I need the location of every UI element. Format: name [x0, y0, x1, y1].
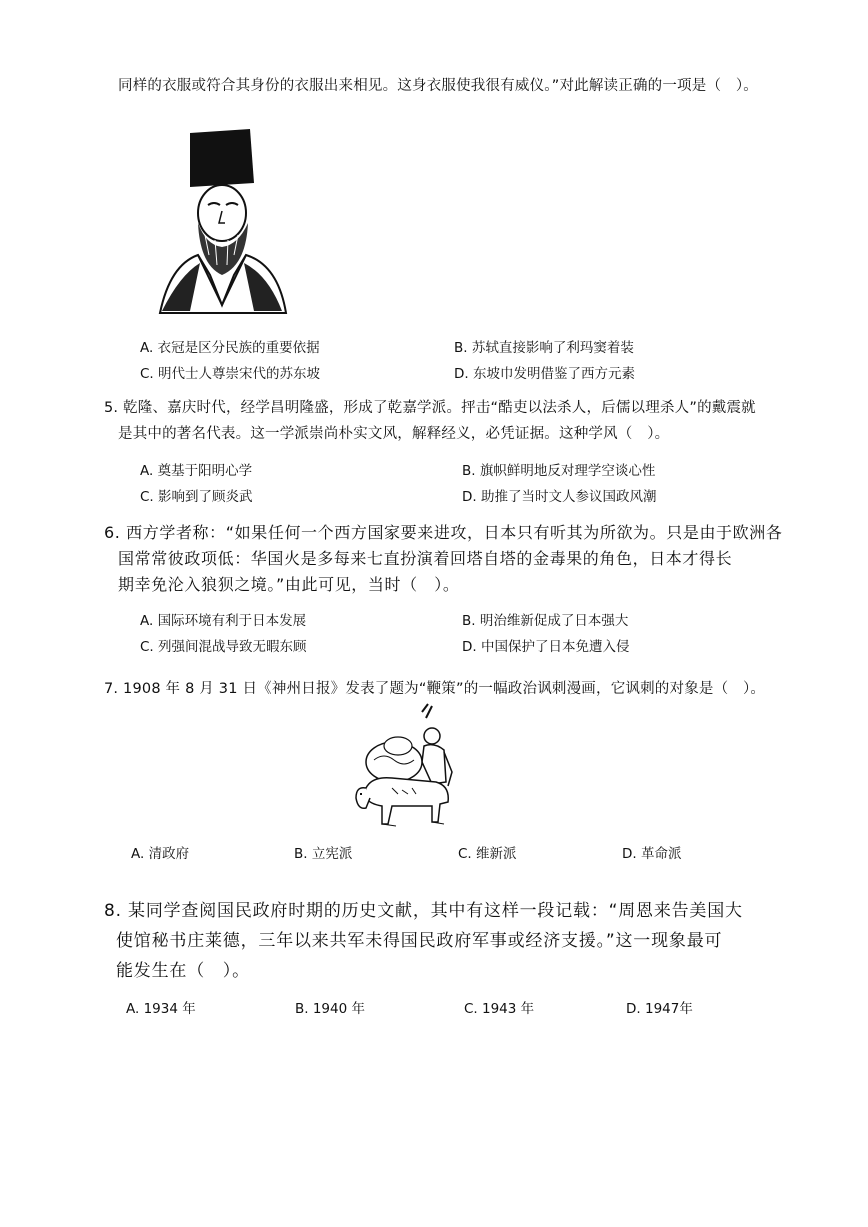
q6-option-c: C. 列强间混战导致无暇东顾	[140, 639, 307, 655]
q4-continuation-text: 同样的衣服或符合其身份的衣服出来相见。这身衣服使我很有威仪。”对此解读正确的一项是（ ）。	[118, 78, 759, 94]
q5-option-c: C. 影响到了顾炎武	[140, 489, 253, 505]
q4-option-c: C. 明代士人尊崇宋代的苏东坡	[140, 366, 321, 382]
q7-option-b: B. 立宪派	[294, 846, 353, 862]
q6-option-b: B. 明治维新促成了日本强大	[462, 613, 629, 629]
q6-stem-line2: 国常常彼政项低：华国火是多每来七直扮演着回塔自塔的金毒果的角色，日本才得长	[118, 549, 733, 568]
q8-option-b: B. 1940 年	[295, 1001, 365, 1017]
q6-stem-line3: 期幸免沦入狼狈之境。”由此可见，当时（ ）。	[118, 575, 460, 594]
q8-stem-line2: 使馆秘书庄莱德，三年以来共军未得国民政府军事或经济支援。”这一现象最可	[116, 931, 723, 951]
cartoon-image	[352, 702, 464, 830]
q5-stem-line2: 是其中的著名代表。这一学派崇尚朴实文风，解释经义，必凭证据。这种学风（ ）。	[118, 426, 670, 442]
q6-option-a: A. 国际环境有利于日本发展	[140, 613, 307, 629]
q7-option-d: D. 革命派	[622, 846, 682, 862]
q4-option-a: A. 衣冠是区分民族的重要依据	[140, 340, 320, 356]
q5-option-d: D. 助推了当时文人参议国政风潮	[462, 489, 657, 505]
q7-option-a: A. 清政府	[131, 846, 190, 862]
q8-option-a: A. 1934 年	[126, 1001, 196, 1017]
q8-option-d: D. 1947年	[626, 1001, 693, 1017]
q8-option-c: C. 1943 年	[464, 1001, 535, 1017]
q5-option-a: A. 奠基于阳明心学	[140, 463, 253, 479]
portrait-image	[150, 125, 290, 315]
q6-option-d: D. 中国保护了日本免遭入侵	[462, 639, 630, 655]
q7-option-c: C. 维新派	[458, 846, 517, 862]
q4-option-b: B. 苏轼直接影响了利玛窦着装	[454, 340, 634, 356]
q4-option-d: D. 东坡巾发明借鉴了西方元素	[454, 366, 635, 382]
q5-option-b: B. 旗帜鲜明地反对理学空谈心性	[462, 463, 656, 479]
q7-stem-line1: 7. 1908 年 8 月 31 日《神州日报》发表了题为“鞭策”的一幅政治讽刺漫画，它讽刺的对象是（ ）。	[104, 681, 766, 697]
q8-stem-line1: 8. 某同学查阅国民政府时期的历史文献，其中有这样一段记载：“周恩来告美国大	[104, 901, 743, 921]
q6-stem-line1: 6. 西方学者称：“如果任何一个西方国家要来进攻，日本只有听其为所欲为。只是由于欧洲各	[104, 523, 783, 542]
q5-stem-line1: 5. 乾隆、嘉庆时代，经学昌明隆盛，形成了乾嘉学派。抨击“酷吏以法杀人，后儒以理杀人”的戴震就	[104, 400, 756, 416]
q8-stem-line3: 能发生在（ ）。	[116, 961, 250, 981]
